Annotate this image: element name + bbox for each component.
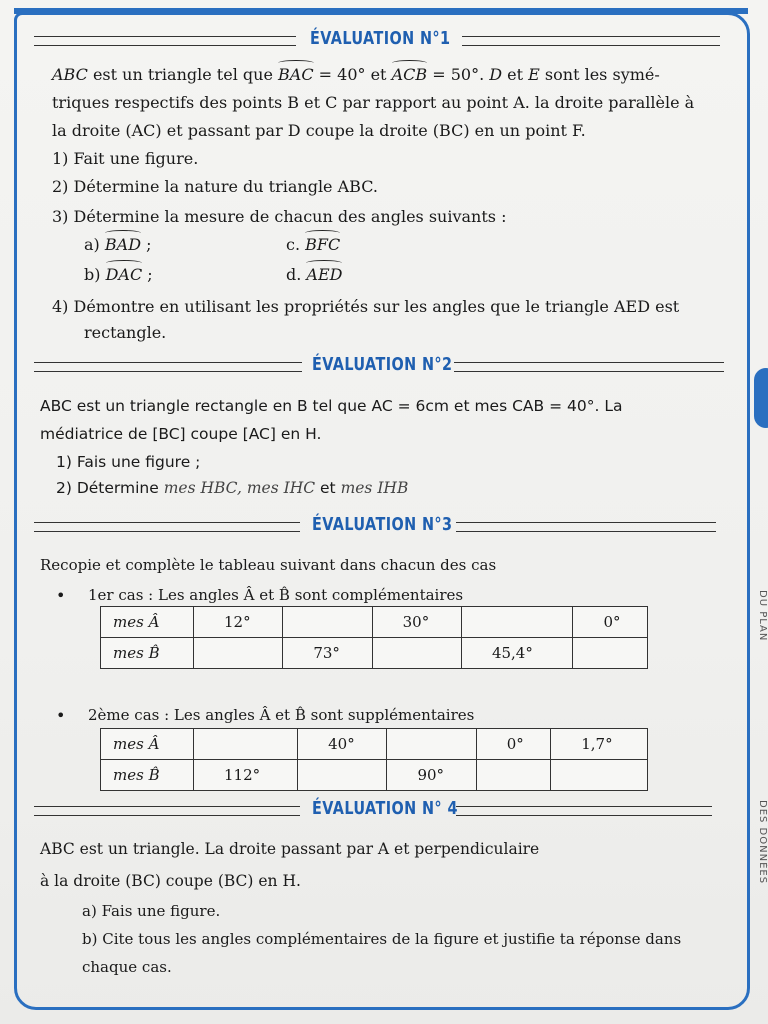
ev1-question-4: 4) Démontre en utilisant les propriétés sur les angles que le triangle AED est (52, 297, 680, 316)
ev3-intro: Recopie et complète le tableau suivant dans chacun des cas (40, 556, 497, 574)
ev3-bullet-1: • (56, 586, 66, 605)
table-row (101, 760, 648, 791)
table-cell: 73° (283, 638, 372, 669)
table-row-label: mes Â (101, 607, 194, 638)
table-cell: 0° (476, 729, 551, 760)
ev1-item-a: a) BAD ; (84, 232, 152, 258)
table-cell (372, 638, 461, 669)
table-cell: 0° (573, 607, 648, 638)
table-row-label: mes B̂ (101, 638, 194, 669)
ev1-question-4-cont: rectangle. (84, 323, 167, 342)
ev2-heading (30, 354, 730, 380)
ev1-question-1: 1) Fait une figure. (52, 149, 199, 168)
ev1-item-b: b) DAC ; (84, 262, 153, 288)
ev2-rule-left (34, 362, 302, 372)
table-row (101, 638, 648, 669)
table-row-label: mes Â (101, 729, 194, 760)
ev1-item-d: d. AED (286, 262, 342, 288)
table-row (101, 729, 648, 760)
ev3-rule-right (456, 522, 716, 532)
ev3-rule-left (34, 522, 300, 532)
table-cell: 12° (194, 607, 283, 638)
table-cell: 40° (298, 729, 387, 760)
ev1-heading (30, 28, 730, 54)
ev4-line1: ABC est un triangle. La droite passant par A et perpendiculaire (40, 840, 540, 858)
ev4-rule-right (456, 806, 712, 816)
table-cell: 30° (372, 607, 461, 638)
table-cell (551, 760, 648, 791)
ev3-title: ÉVALUATION N°3 (312, 514, 453, 535)
ev2-line1: ABC est un triangle rectangle en B tel que AC = 6cm et mes CAB = 40°. La (40, 397, 623, 415)
ev1-title: ÉVALUATION N°1 (310, 28, 451, 49)
side-tab-plan: DU PLAN (757, 590, 768, 642)
ev1-intro-line2: triques respectifs des points B et C par rapport au point A. la droite parallèle à (52, 93, 695, 112)
table-cell (461, 607, 573, 638)
table-cell: 90° (387, 760, 476, 791)
table-cell (194, 729, 298, 760)
table-cell (573, 638, 648, 669)
table-cell (283, 607, 372, 638)
ev4-line2: à la droite (BC) coupe (BC) en H. (40, 872, 301, 890)
ev4-rule-left (34, 806, 300, 816)
ev3-bullet-2: • (56, 706, 66, 725)
ev3-heading (30, 514, 730, 540)
ev4-title: ÉVALUATION N° 4 (312, 798, 458, 819)
ev1-question-2: 2) Détermine la nature du triangle ABC. (52, 177, 378, 196)
table-row-label: mes B̂ (101, 760, 194, 791)
ev2-title: ÉVALUATION N°2 (312, 354, 453, 375)
table-cell (194, 638, 283, 669)
ev4-question-b-cont: chaque cas. (82, 958, 172, 976)
ev4-question-a: a) Fais une figure. (82, 902, 221, 920)
ev1-intro-line1: ABC est un triangle tel que BAC = 40° et ACB = 50°. D et E sont les symé- (52, 62, 660, 88)
table-cell: 45,4° (461, 638, 573, 669)
table-cell: 1,7° (551, 729, 648, 760)
ev3-cas1: 1er cas : Les angles Â et B̂ sont complémentaires (88, 586, 464, 604)
ev2-question-1: 1) Fais une figure ; (56, 453, 201, 471)
ev3-table-1 (100, 606, 648, 669)
ev4-heading (30, 798, 730, 824)
table-cell (387, 729, 476, 760)
ev3-cas2: 2ème cas : Les angles Â et B̂ sont supplémentaires (88, 706, 475, 724)
ev3-table-2 (100, 728, 648, 791)
ev2-rule-right (454, 362, 724, 372)
ev1-rule-left (34, 36, 296, 46)
table-row (101, 607, 648, 638)
ev1-intro-line3: la droite (AC) et passant par D coupe la droite (BC) en un point F. (52, 121, 586, 140)
ev4-question-b: b) Cite tous les angles complémentaires de la figure et justifie ta réponse dans (82, 930, 682, 948)
edge-tab-marker (754, 368, 768, 428)
table-cell (476, 760, 551, 791)
ev1-question-3: 3) Détermine la mesure de chacun des angles suivants : (52, 207, 507, 226)
ev2-question-2: 2) Détermine mes HBC, mes IHC et mes IHB (56, 479, 409, 497)
ev1-rule-right (462, 36, 720, 46)
ev2-line2: médiatrice de [BC] coupe [AC] en H. (40, 425, 322, 443)
ev1-item-c: c. BFC (286, 232, 340, 258)
table-cell (298, 760, 387, 791)
side-tab-donnees: DES DONNÉES (757, 800, 768, 885)
table-cell: 112° (194, 760, 298, 791)
